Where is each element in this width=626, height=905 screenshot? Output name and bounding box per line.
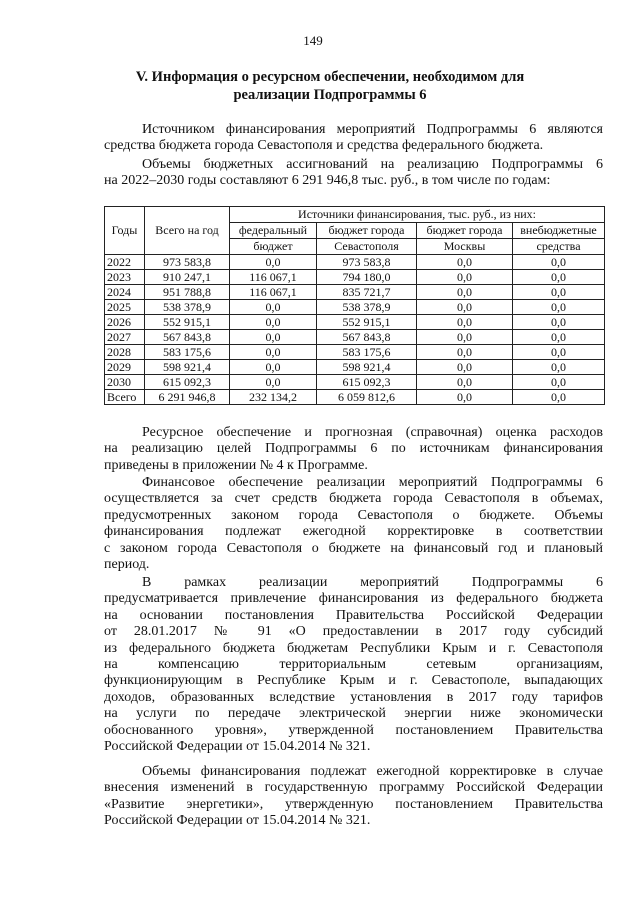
- table-row: [105, 270, 605, 285]
- text-line: Российской Федерации от 15.04.2014 № 321.: [104, 739, 371, 755]
- paragraph-resource-estimate: [104, 425, 603, 474]
- text-line: предусматривается привлечение финансирования из федерального бюджета: [104, 591, 603, 607]
- text-line: Ресурсное обеспечение и прогнозная (справочная) оценка расходов: [142, 425, 603, 440]
- table-header-year: Годы: [105, 207, 145, 255]
- text-line: Финансовое обеспечение реализации мероприятий Подпрограммы 6: [142, 475, 603, 490]
- cell-moscow: 0,0: [417, 390, 513, 405]
- cell-moscow: 0,0: [417, 345, 513, 360]
- paragraph-funding-sources: [104, 122, 603, 155]
- cell-total: 583 175,6: [145, 345, 230, 360]
- table-header-sources: Источники финансирования, тыс. руб., из них:: [230, 207, 605, 223]
- cell-year: 2028: [105, 345, 145, 360]
- cell-federal: 0,0: [230, 255, 317, 270]
- cell-sevastopol: 583 175,6: [317, 345, 417, 360]
- cell-extrabudget: 0,0: [513, 375, 605, 390]
- cell-federal: 0,0: [230, 345, 317, 360]
- cell-extrabudget: 0,0: [513, 330, 605, 345]
- section-heading: [80, 68, 580, 104]
- cell-federal: 0,0: [230, 300, 317, 315]
- cell-federal: 116 067,1: [230, 285, 317, 300]
- cell-federal: 0,0: [230, 375, 317, 390]
- cell-extrabudget: 0,0: [513, 345, 605, 360]
- cell-total: 598 921,4: [145, 360, 230, 375]
- cell-extrabudget: 0,0: [513, 255, 605, 270]
- cell-sevastopol: 538 378,9: [317, 300, 417, 315]
- cell-sevastopol: 6 059 812,6: [317, 390, 417, 405]
- text-line: финансирования подлежат ежегодной корректировке в соответствии: [104, 524, 603, 540]
- text-line: на 2022–2030 годы составляют 6 291 946,8 тыс. руб., в том числе по годам:: [104, 173, 551, 189]
- cell-moscow: 0,0: [417, 255, 513, 270]
- cell-year: 2025: [105, 300, 145, 315]
- table-row: [105, 255, 605, 270]
- cell-extrabudget: 0,0: [513, 300, 605, 315]
- text-line: из федерального бюджета бюджетам Республики Крым и г. Севастополя: [104, 640, 603, 656]
- cell-year: 2024: [105, 285, 145, 300]
- cell-extrabudget: 0,0: [513, 315, 605, 330]
- text-line: Российской Федерации от 15.04.2014 № 321.: [104, 813, 371, 829]
- paragraph-financial-support: [104, 475, 603, 573]
- text-line: на реализацию целей Подпрограммы 6 по источникам финансирования: [104, 441, 603, 457]
- text-line: обоснованного уровня», утвержденной постановлением Правительства: [104, 722, 603, 738]
- text-line: Объемы финансирования подлежат ежегодной корректировке в случае: [142, 764, 603, 779]
- section-heading-line-1: V. Информация о ресурсном обеспечении, необходимом для: [135, 69, 525, 85]
- cell-total: 6 291 946,8: [145, 390, 230, 405]
- text-line: период.: [104, 557, 150, 573]
- text-line: на услуги по передаче электрической энергии ниже экономически: [104, 706, 603, 722]
- page-number: 149: [303, 33, 323, 48]
- cell-federal: 0,0: [230, 360, 317, 375]
- table-header-federal-cont: бюджет: [230, 239, 317, 255]
- cell-total: 973 583,8: [145, 255, 230, 270]
- cell-moscow: 0,0: [417, 270, 513, 285]
- paragraph-federal-funding: [104, 575, 603, 755]
- cell-total: 910 247,1: [145, 270, 230, 285]
- table-header-total: Всего на год: [145, 207, 230, 255]
- cell-sevastopol: 835 721,7: [317, 285, 417, 300]
- table-header-extrabudget-cont: средства: [513, 239, 605, 255]
- cell-extrabudget: 0,0: [513, 285, 605, 300]
- cell-moscow: 0,0: [417, 375, 513, 390]
- cell-federal: 0,0: [230, 315, 317, 330]
- cell-total: 538 378,9: [145, 300, 230, 315]
- cell-moscow: 0,0: [417, 330, 513, 345]
- text-line: В рамках реализации мероприятий Подпрограммы 6: [142, 575, 603, 590]
- cell-moscow: 0,0: [417, 300, 513, 315]
- paragraph-annual-adjustment: [104, 764, 603, 830]
- table-row: [105, 375, 605, 390]
- text-line: Объемы бюджетных ассигнований на реализацию Подпрограммы 6: [142, 157, 603, 172]
- cell-sevastopol: 794 180,0: [317, 270, 417, 285]
- cell-year: 2030: [105, 375, 145, 390]
- cell-year: 2022: [105, 255, 145, 270]
- table-row: [105, 315, 605, 330]
- table-header-sevastopol: бюджет города: [317, 223, 417, 239]
- cell-sevastopol: 973 583,8: [317, 255, 417, 270]
- cell-federal: 0,0: [230, 330, 317, 345]
- text-line: осуществляется за счет средств бюджета города Севастополя в объемах,: [104, 491, 603, 507]
- cell-moscow: 0,0: [417, 315, 513, 330]
- cell-year: 2023: [105, 270, 145, 285]
- cell-total: 552 915,1: [145, 315, 230, 330]
- table-row: [105, 360, 605, 375]
- table-row: [105, 300, 605, 315]
- text-line: средства бюджета города Севастополя и средства федерального бюджета.: [104, 138, 544, 154]
- cell-sevastopol: 615 092,3: [317, 375, 417, 390]
- cell-year: 2026: [105, 315, 145, 330]
- cell-sevastopol: 598 921,4: [317, 360, 417, 375]
- cell-moscow: 0,0: [417, 285, 513, 300]
- text-line: с законом города Севастополя о бюджете на финансовый год и плановый: [104, 540, 603, 556]
- cell-year: 2029: [105, 360, 145, 375]
- paragraph-budget-volume: [104, 157, 603, 190]
- cell-moscow: 0,0: [417, 360, 513, 375]
- text-line: от 28.01.2017 № 91 «О предоставлении в 2017 году субсидий: [104, 624, 603, 640]
- text-line: функционирующим в Республике Крым и г. Севастополе, выпадающих: [104, 673, 603, 689]
- table-header-moscow-cont: Москвы: [417, 239, 513, 255]
- text-line: на основании постановления Правительства Российской Федерации: [104, 607, 603, 623]
- text-line: Источником финансирования мероприятий Подпрограммы 6 являются: [142, 122, 603, 137]
- text-line: предусмотренных законом города Севастополя о бюджете. Объемы: [104, 507, 603, 523]
- table-header-federal: федеральный: [230, 223, 317, 239]
- text-line: приведены в приложении № 4 к Программе.: [104, 457, 368, 473]
- cell-year: Всего: [105, 390, 145, 405]
- text-line: на компенсацию территориальным сетевым организациям,: [104, 657, 603, 673]
- table-header-moscow: бюджет города: [417, 223, 513, 239]
- table-header-sevastopol-cont: Севастополя: [317, 239, 417, 255]
- text-line: «Развитие энергетики», утвержденную постановлением Правительства: [104, 796, 603, 812]
- funding-table: [104, 206, 605, 405]
- cell-year: 2027: [105, 330, 145, 345]
- text-line: внесения изменений в государственную программу Российской Федерации: [104, 780, 603, 796]
- table-row: [105, 285, 605, 300]
- cell-federal: 232 134,2: [230, 390, 317, 405]
- table-row: [105, 345, 605, 360]
- table-row-total: [105, 390, 605, 405]
- table-row: [105, 330, 605, 345]
- cell-extrabudget: 0,0: [513, 360, 605, 375]
- text-line: доходов, образованных вследствие установления в 2017 году тарифов: [104, 689, 603, 705]
- cell-total: 951 788,8: [145, 285, 230, 300]
- cell-sevastopol: 552 915,1: [317, 315, 417, 330]
- cell-total: 567 843,8: [145, 330, 230, 345]
- cell-extrabudget: 0,0: [513, 270, 605, 285]
- cell-total: 615 092,3: [145, 375, 230, 390]
- section-heading-line-2: реализации Подпрограммы 6: [233, 87, 427, 103]
- cell-federal: 116 067,1: [230, 270, 317, 285]
- cell-sevastopol: 567 843,8: [317, 330, 417, 345]
- cell-extrabudget: 0,0: [513, 390, 605, 405]
- table-header-extrabudget: внебюджетные: [513, 223, 605, 239]
